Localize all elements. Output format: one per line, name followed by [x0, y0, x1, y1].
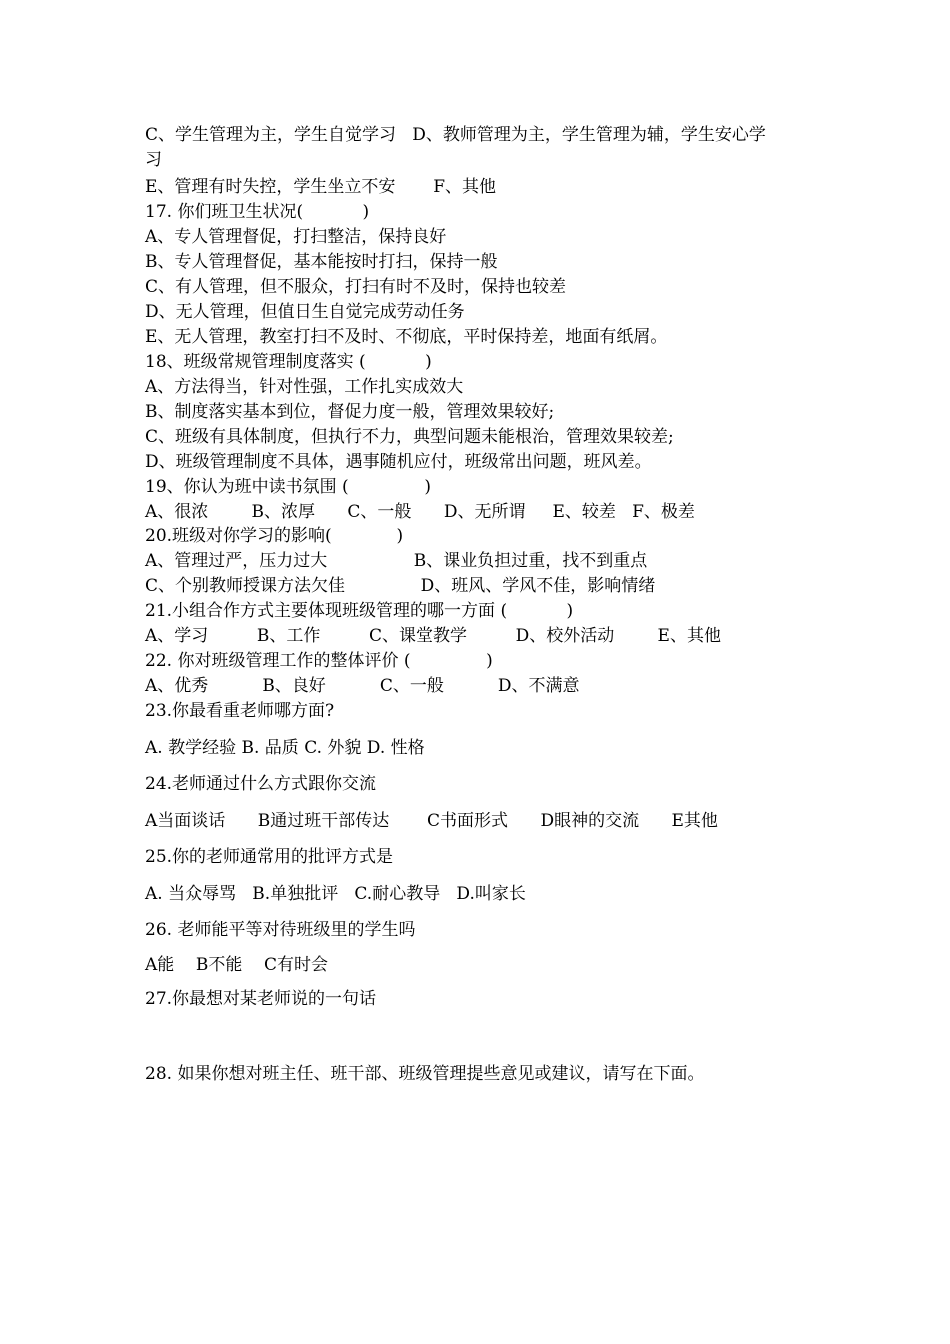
question-17: 17. 你们班卫生状况( )	[145, 202, 370, 222]
q25-options: A. 当众辱骂 B.单独批评 C.耐心教导 D.叫家长	[145, 884, 526, 904]
q18-option-c: C、班级有具体制度，但执行不力，典型问题未能根治，管理效果较差;	[145, 427, 674, 447]
question-27: 27.你最想对某老师说的一句话	[145, 989, 377, 1009]
q20-options-ab: A、管理过严，压力过大 B、课业负担过重，找不到重点	[145, 551, 648, 571]
q22-options: A、优秀 B、良好 C、一般 D、不满意	[145, 676, 580, 696]
q18-option-b: B、制度落实基本到位，督促力度一般，管理效果较好;	[145, 402, 555, 422]
question-25: 25.你的老师通常用的批评方式是	[145, 847, 394, 867]
line-option-e-f: E、管理有时失控，学生坐立不安 F、其他	[145, 177, 497, 197]
q21-options: A、学习 B、工作 C、课堂教学 D、校外活动 E、其他	[145, 626, 721, 646]
question-23: 23.你最看重老师哪方面?	[145, 701, 335, 721]
question-21: 21.小组合作方式主要体现班级管理的哪一方面 ( )	[145, 601, 574, 621]
q24-options: A当面谈话 B通过班干部传达 C书面形式 D眼神的交流 E其他	[145, 811, 718, 831]
question-28: 28. 如果你想对班主任、班干部、班级管理提些意见或建议，请写在下面。	[145, 1064, 705, 1084]
question-18: 18、班级常规管理制度落实 ( )	[145, 352, 432, 372]
question-26: 26. 老师能平等对待班级里的学生吗	[145, 920, 416, 940]
q17-option-c: C、有人管理，但不服众，打扫有时不及时，保持也较差	[145, 277, 567, 297]
line-option-d-wrap: 习	[145, 150, 162, 170]
q17-option-b: B、专人管理督促，基本能按时打扫，保持一般	[145, 252, 498, 272]
q17-option-d: D、无人管理，但值日生自觉完成劳动任务	[145, 302, 465, 322]
q18-option-d: D、班级管理制度不具体，遇事随机应付，班级常出问题，班风差。	[145, 452, 652, 472]
q18-option-a: A、方法得当，针对性强，工作扎实成效大	[145, 377, 464, 397]
q17-option-e: E、无人管理，教室打扫不及时、不彻底，平时保持差，地面有纸屑。	[145, 327, 668, 347]
q23-options: A. 教学经验 B. 品质 C. 外貌 D. 性格	[145, 738, 425, 758]
question-19: 19、你认为班中读书氛围 ( )	[145, 477, 431, 497]
q26-options: A能 B不能 C有时会	[145, 955, 329, 975]
q17-option-a: A、专人管理督促，打扫整洁，保持良好	[145, 227, 447, 247]
question-20: 20.班级对你学习的影响( )	[145, 526, 404, 546]
question-22: 22. 你对班级管理工作的整体评价 ( )	[145, 651, 493, 671]
question-24: 24.老师通过什么方式跟你交流	[145, 774, 377, 794]
q20-options-cd: C、个别教师授课方法欠佳 D、班风、学风不佳，影响情绪	[145, 576, 656, 596]
line-option-c-d: C、学生管理为主，学生自觉学习 D、教师管理为主，学生管理为辅，学生安心学	[145, 125, 766, 145]
q19-options: A、很浓 B、浓厚 C、一般 D、无所谓 E、较差 F、极差	[145, 502, 695, 522]
